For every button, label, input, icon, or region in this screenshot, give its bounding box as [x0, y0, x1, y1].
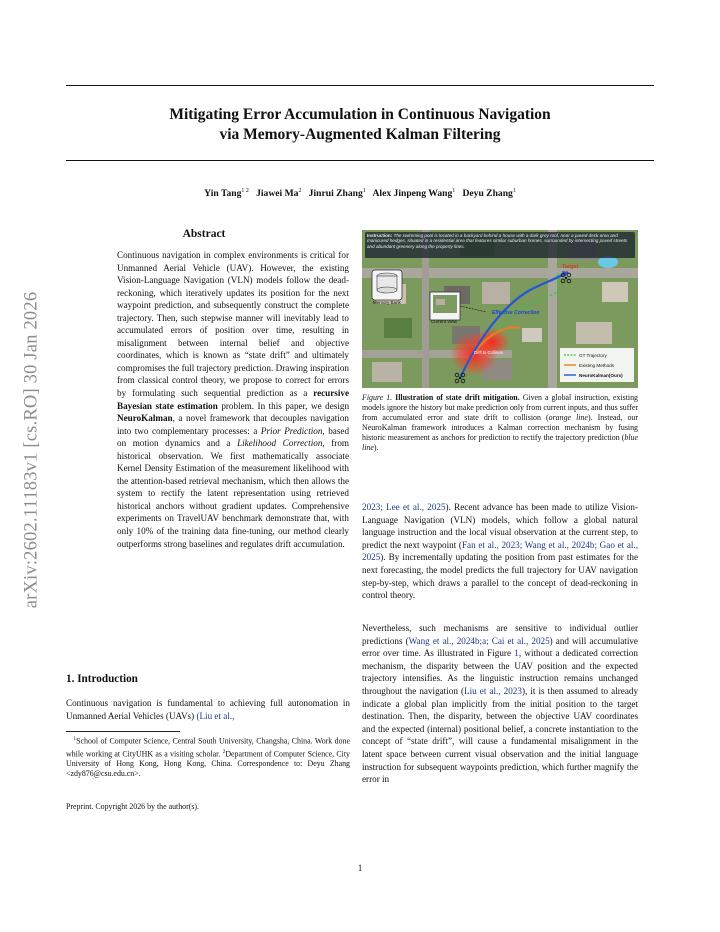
- author: Jinrui Zhang$^1$: [308, 188, 366, 200]
- body-paragraph: Nevertheless, such mechanisms are sensitive to individual outlier predictions (Wang et al., 2024b;a; Cai et al., 2025) and will accumulative error over time. As illustrated in Figure 1, without a dedicated correction mechanism, the disparity between the UAV position and the expected trajectory intensifies. As the linguistic instruction remains unchanged throughout the navigation (Liu et al., 2023), it is then assumed to already indicate a global plan implicitly from the initial position to the target destination. Then, the disparity, between the objective UAV coordinates and the expected (internal) positional belief, a concrete instantiation to the concept of “state drift”, will cause a fundamental misalignment in the latent space between current visual observation and the initial language instruction for subsequent waypoints prediction, which further magnify the error in: [362, 623, 639, 785]
- title-top-rule: [66, 85, 654, 86]
- intro-heading: 1. Introduction: [66, 673, 138, 685]
- current-view-thumbnail: [430, 292, 460, 320]
- house-roof: [482, 282, 510, 304]
- citation-link[interactable]: (Liu et al.,: [196, 710, 235, 721]
- house-roof: [602, 282, 628, 302]
- target-label: Target: [562, 264, 579, 270]
- citation-link[interactable]: 2023; Lee et al., 2025: [362, 502, 446, 512]
- citation-link[interactable]: Liu et al., 2023: [464, 685, 522, 696]
- figure-1: [362, 230, 638, 388]
- effective-correction-label: Effective Correction: [492, 310, 540, 316]
- author: Yin Tang$^{1 2}$: [204, 188, 249, 200]
- arxiv-stamp-text: arXiv:2602.11183v1 [cs.RO] 30 Jan 2026: [21, 291, 42, 609]
- body-paragraph: 2023; Lee et al., 2025). Recent advance has been made to utilize Vision-Language Navigation (VLN) models, which follow a global natural language instruction and the local visual observation at the current step, to predict the next waypoint (Fan et al., 2023; Wang et al., 2024b; Gao et al., 2025). By incrementally updating the position from past estimates for the next forecasting, the model predicts the full trajectory for UAV navigation step-by-step, which draws a parallel to the concept of dead-reckoning in control theory.: [362, 502, 638, 601]
- preprint-note: Preprint. Copyright 2026 by the author(s).: [66, 802, 200, 811]
- house-roof: [576, 322, 612, 344]
- author-list: [66, 188, 654, 199]
- house-roof: [522, 328, 542, 342]
- legend-label-ours: NeuroKalman(Ours): [579, 373, 623, 378]
- current-view-label: Current View: [431, 319, 457, 324]
- figure-illustration: [362, 230, 638, 388]
- title-line-2: via Memory-Augmented Kalman Filtering: [219, 126, 501, 143]
- house-roof: [372, 362, 402, 382]
- figure-reference-link[interactable]: 1: [514, 648, 519, 659]
- intro-paragraph: Continuous navigation is fundamental to achieving full autonomation in Unmanned Aerial Vehicles (UAVs) (Liu et al.,: [66, 698, 350, 721]
- author: Jiawei Ma$^2$: [256, 188, 302, 200]
- legend-label-existing: Existing Methods: [579, 363, 614, 368]
- tree-cluster: [384, 318, 412, 338]
- title-line-1: Mitigating Error Accumulation in Continuous Navigation: [169, 106, 551, 123]
- abstract-body: Continuous navigation in complex environments is critical for Unmanned Aerial Vehicle (UAV). However, the existing Vision-Language Navigation (VLN) models follow the dead-reckoning, which iteratively updates its position for the next waypoint prediction, and subsequently construct the complete trajectory. Then, such stepwise manner will inevitably lead to accumulated errors of position over time, resulting in misalignment between internal belief and objective coordinates, which is known as “state drift” and ultimately compromises the full trajectory prediction. Drawing inspiration from classical control theory, we propose to correct for errors by formulating such sequential prediction as a recursive Bayesian state estimation problem. In this paper, we design NeuroKalman, a novel framework that decouples navigation into two complementary processes: a Prior Prediction, based on motion dynamics and a Likelihood Correction, from historical observation. We first mathematically associate Kernel Density Estimation of the measurement likelihood with the attention-based retrieval mechanism, which then allows the system to rectify the latent representation using retrieved historical anchors without gradient updates. Comprehensive experiments on TravelUAV benchmark demonstrate that, with only 10% of the training data fine-tuning, our method clearly outperforms strong baselines and regulates drift accumulation.: [117, 250, 350, 549]
- arxiv-stamp: [12, 240, 52, 660]
- instruction-text: Instruction: The swimming pool is located in a backyard behind a house with a dark grey roof, near a paved deck area and manicured hedges, situated in a residential area that features similar suburban homes, surrounded by intersecting paved streets and abundant greenery along the property lines.: [367, 232, 628, 250]
- citation-link[interactable]: Fan et al., 2023; Wang et al., 2024b; Gao et al., 2025: [362, 539, 638, 563]
- road: [362, 268, 638, 278]
- title-bottom-rule: [66, 160, 654, 161]
- figure-caption: Figure 1. Illustration of state drift mitigation. Given a global instruction, existing models ignore the history but make prediction only from current inputs, and thus suffer from accumulated error and state drift to collision (orange line). Instead, our NeuroKalman framework introduces a Kalman correction mechanism by fusing historic measurement as anchors for prediction to rectify the trajectory prediction (blue line).: [362, 393, 638, 453]
- citation-link[interactable]: Wang et al., 2024b;a; Cai et al., 2025: [408, 635, 550, 646]
- memory-bank-label: Memory Bank: [373, 300, 401, 305]
- abstract-heading: Abstract: [182, 228, 226, 240]
- paper-title: [66, 105, 654, 145]
- footnote-rule: [66, 731, 180, 732]
- drift-label: Drift to Collision: [474, 350, 504, 355]
- page-number: 1: [357, 863, 363, 873]
- legend-label-gt: GT Trajectory: [579, 353, 607, 358]
- memory-bank-icon: [372, 270, 402, 300]
- author: Alex Jinpeng Wang$^1$: [372, 188, 456, 200]
- author: Deyu Zhang$^1$: [462, 188, 516, 200]
- footnote: $^1$School of Computer Science, Central South University, Changsha, China. Work done while working at CityUHK as a visiting scholar. $^2$Department of Computer Science, City University of Hong Kong, Hong Kong, China. Correspondence to: Deyu Zhang <zdy876@csu.edu.cn>.: [66, 736, 351, 779]
